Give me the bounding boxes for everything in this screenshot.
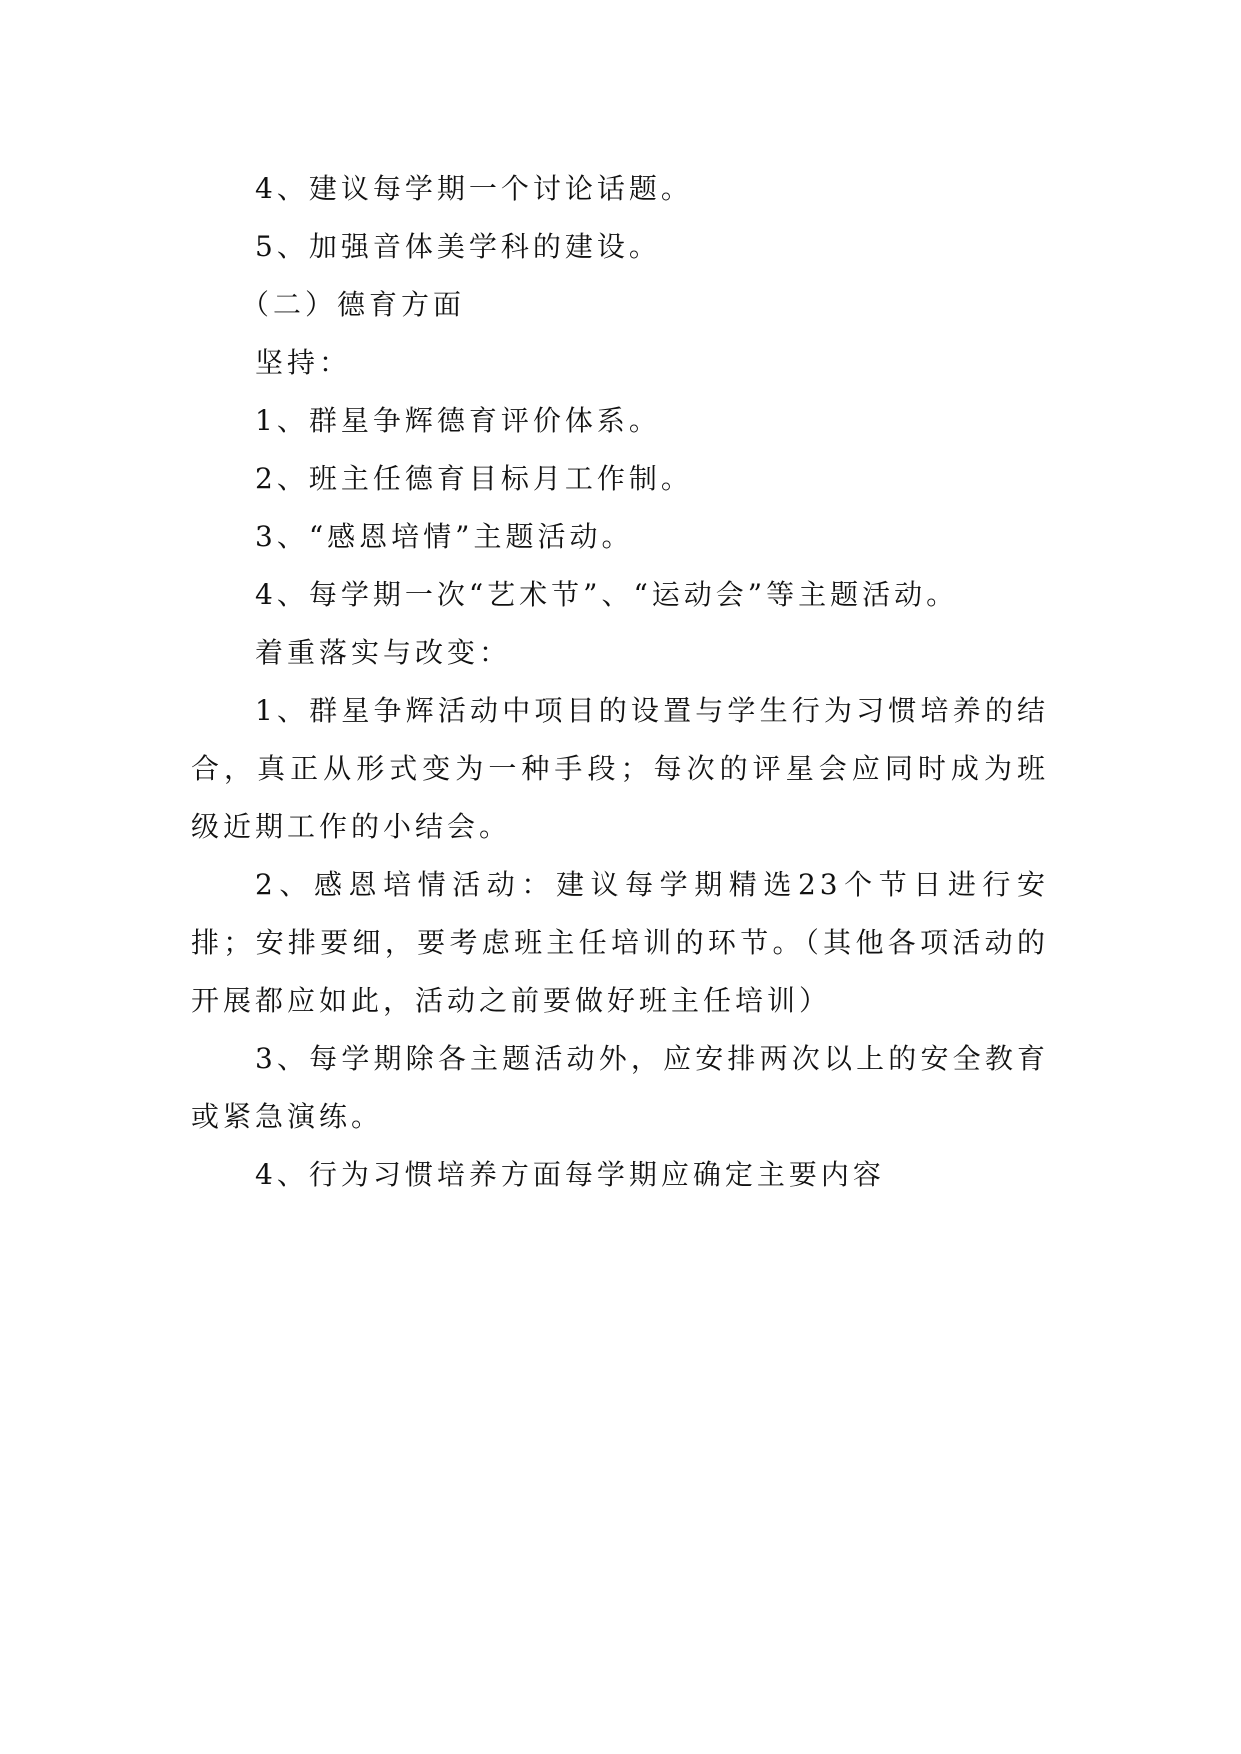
section-heading-moral-education: （二）德育方面 [241, 288, 466, 321]
paragraph-focus-label: 着重落实与改变： [255, 636, 512, 669]
paragraph-persist-1: 1、群星争辉德育评价体系。 [255, 404, 661, 437]
paragraph-item-5-arts: 5、加强音体美学科的建设。 [255, 230, 661, 263]
paragraph-focus-2: 2、感恩培情活动：建议每学期精选23个节日进行安排；安排要细，要考虑班主任培训的环节。（其他各项活动的开展都应如此，活动之前要做好班主任培训） [191, 868, 1049, 1017]
document-body [191, 160, 1049, 1204]
paragraph-persist-3: 3、“感恩培情”主题活动。 [255, 520, 634, 553]
paragraph-item-4-topic: 4、建议每学期一个讨论话题。 [255, 172, 693, 205]
paragraph-focus-4: 4、行为习惯培养方面每学期应确定主要内容 [255, 1158, 885, 1191]
paragraph-persist-label: 坚持： [255, 346, 352, 379]
paragraph-focus-1: 1、群星争辉活动中项目的设置与学生行为习惯培养的结合，真正从形式变为一种手段；每次的评星会应同时成为班级近期工作的小结会。 [191, 694, 1049, 843]
paragraph-persist-4: 4、每学期一次“艺术节”、“运动会”等主题活动。 [255, 578, 959, 611]
paragraph-persist-2: 2、班主任德育目标月工作制。 [255, 462, 693, 495]
paragraph-focus-3: 3、每学期除各主题活动外，应安排两次以上的安全教育或紧急演练。 [191, 1042, 1049, 1133]
